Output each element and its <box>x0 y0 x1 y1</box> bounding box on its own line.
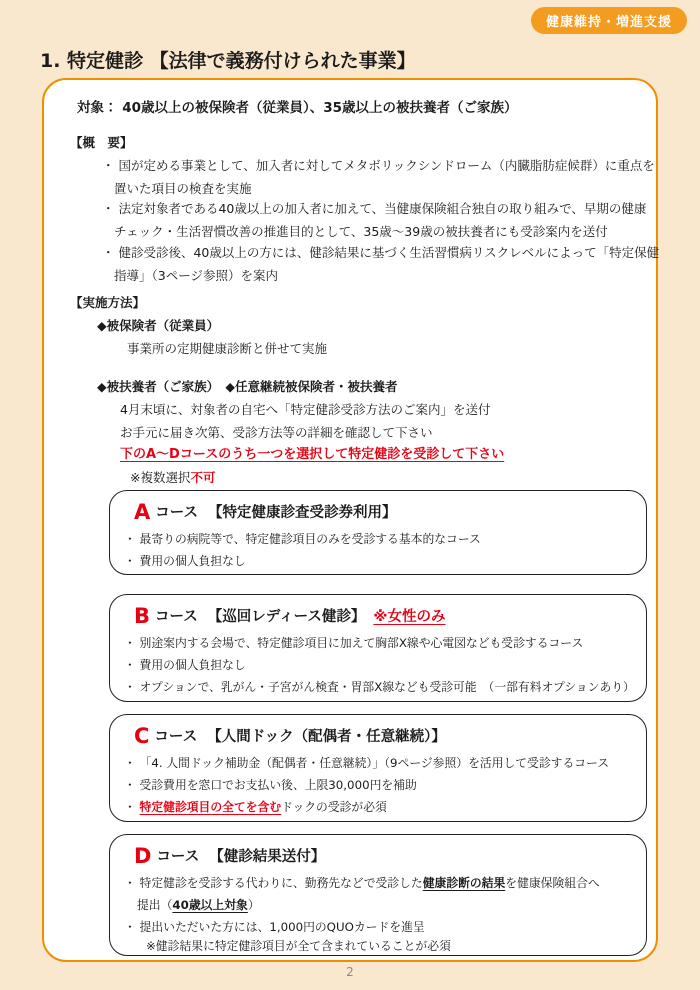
course-d-note: ※健診結果に特定健診項目が全て含まれていることが必須 <box>146 939 451 953</box>
overview-bullet-3-line-1: ・ 健診受診後、40歳以上の方には、健診結果に基づく生活習慣病リスクレベルによって「特定保健 <box>102 245 660 260</box>
course-c-title <box>134 724 446 748</box>
method-insured-heading: ◆被保険者（従業員） <box>97 318 220 333</box>
course-c-title-text: 【人間ドック（配偶者・任意継続）】 <box>207 729 446 745</box>
method-dependents-heading: ◆被扶養者（ご家族） ◆任意継続被保険者・被扶養者 <box>97 379 398 394</box>
course-d-bullet-1-pre: ・ 特定健診を受診する代わりに、勤務先などで受診した <box>124 876 423 890</box>
method-dependents-line-2: お手元に届き次第、受診方法等の詳細を確認して下さい <box>120 425 433 440</box>
course-c-bullet-3-rest: ドックの受診が必須 <box>281 800 387 814</box>
course-b-title <box>134 604 446 628</box>
course-d-title <box>134 844 325 868</box>
support-category-badge: 健康維持・増進支援 <box>531 7 687 34</box>
course-d-cont-post: ） <box>247 898 260 912</box>
course-d-cont-emphasis: 40歳以上対象 <box>172 898 248 912</box>
course-b-box <box>109 594 647 702</box>
overview-bullet-2-line-1: ・ 法定対象者である40歳以上の加入者に加えて、当健康保険組合独自の取り組みで、早期の健康 <box>102 201 647 216</box>
course-d-bullet-2: ・ 提出いただいた方には、1,000円のQUOカードを進呈 <box>124 920 425 934</box>
course-c-box <box>109 714 647 822</box>
course-b-bullet-1: ・ 別途案内する会場で、特定健診項目に加えて胸部X線や心電図なども受診するコース <box>124 636 584 650</box>
course-b-title-text: 【巡回レディース健診】 <box>207 609 366 625</box>
course-c-bullet-3-marker: ・ <box>124 800 140 814</box>
course-a-label: コース <box>155 505 199 521</box>
target-line: 対象： 40歳以上の被保険者（従業員）、35歳以上の被扶養者（ご家族） <box>77 100 518 116</box>
course-a-bullet-2: ・ 費用の個人負担なし <box>124 554 246 568</box>
overview-bullet-1-line-2: 置いた項目の検査を実施 <box>114 181 252 196</box>
course-d-letter: D <box>134 844 152 868</box>
course-c-label: コース <box>154 729 198 745</box>
course-select-instruction: 下のA～Dコースのうち一つを選択して特定健診を受診して下さい <box>120 447 505 462</box>
course-b-letter: B <box>134 604 151 628</box>
course-a-title <box>134 500 397 524</box>
course-c-bullet-3 <box>124 800 387 815</box>
course-d-bullet-1-line-1 <box>124 876 600 891</box>
overview-bullet-3-line-2: 指導」（3ページ参照）を案内 <box>114 268 278 283</box>
course-d-title-text: 【健診結果送付】 <box>209 849 326 865</box>
course-a-letter: A <box>134 500 151 524</box>
course-c-letter: C <box>134 724 150 748</box>
course-b-bullet-3: ・ オプションで、乳がん・子宮がん検査・胃部X線なども受診可能 （一部有料オプションあり） <box>124 680 635 694</box>
page-number: 2 <box>346 965 354 979</box>
course-d-label: コース <box>156 849 200 865</box>
course-a-box <box>109 490 647 575</box>
course-d-box <box>109 834 647 956</box>
course-c-bullet-3-emphasis: 特定健診項目の全てを含む <box>139 800 282 814</box>
multi-select-note-emphasis: 不可 <box>190 470 216 485</box>
multi-select-note-prefix: ※複数選択 <box>130 470 191 485</box>
overview-bullet-1-line-1: ・ 国が定める事業として、加入者に対してメタボリックシンドローム（内臓脂肪症候群）に重点を <box>102 158 655 173</box>
overview-heading: 【概 要】 <box>70 135 133 150</box>
course-c-bullet-1: ・ 「4. 人間ドック補助金（配偶者・任意継続）」（9ページ参照）を活用して受診するコース <box>124 756 610 770</box>
course-a-bullet-1: ・ 最寄りの病院等で、特定健診項目のみを受診する基本的なコース <box>124 532 481 546</box>
course-b-women-only-note: ※女性のみ <box>373 609 446 625</box>
content-panel <box>42 78 658 962</box>
multi-select-note <box>130 470 216 486</box>
page-title: 1. 特定健診 【法律で義務付けられた事業】 <box>40 50 416 72</box>
course-d-bullet-1-emphasis: 健康診断の結果 <box>422 876 506 890</box>
method-heading: 【実施方法】 <box>70 295 146 310</box>
overview-bullet-2-line-2: チェック・生活習慣改善の推進目的として、35歳～39歳の被扶養者にも受診案内を送付 <box>114 224 608 239</box>
course-d-cont-pre: 提出（ <box>137 898 173 912</box>
course-d-bullet-1-post: を健康保険組合へ <box>505 876 600 890</box>
method-dependents-line-1: 4月末頃に、対象者の自宅へ「特定健診受診方法のご案内」を送付 <box>120 402 491 417</box>
course-b-label: コース <box>155 609 198 625</box>
course-c-bullet-2: ・ 受診費用を窓口でお支払い後、上限30,000円を補助 <box>124 778 417 792</box>
course-a-title-text: 【特定健康診査受診券利用】 <box>208 505 397 521</box>
course-b-bullet-2: ・ 費用の個人負担なし <box>124 658 246 672</box>
method-insured-text: 事業所の定期健康診断と併せて実施 <box>127 341 328 356</box>
course-d-bullet-1-line-2 <box>137 898 260 913</box>
